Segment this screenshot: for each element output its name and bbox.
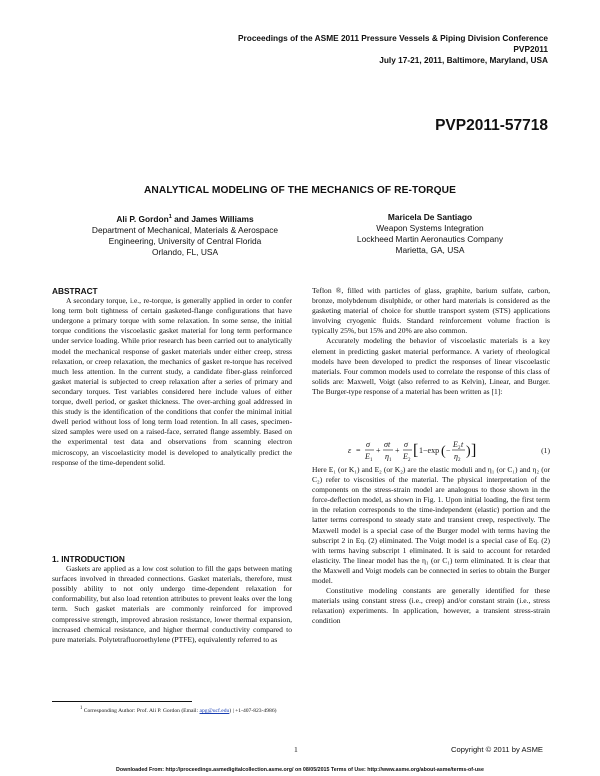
constitutive-paragraph: Constitutive modeling constants are generally identified for these materials using constant stress (i.e., creep) and/or constant strain (i.e., stress relaxation) experiments. In application, however, a transient stress-strain condition xyxy=(312,586,550,626)
conference-name: Proceedings of the ASME 2011 Pressure Vessels & Piping Division Conference xyxy=(237,33,548,43)
paper-id: PVP2011-57718 xyxy=(435,117,548,134)
equation-1 xyxy=(312,436,550,464)
svg-text:σ: σ xyxy=(366,440,370,449)
footnote-text: Corresponding Author: Prof. Ali P. Gordon (Email: xyxy=(83,707,200,714)
svg-text:1: 1 xyxy=(389,458,392,463)
svg-text:t: t xyxy=(461,440,464,449)
author-name-primary: Ali P. Gordon xyxy=(116,213,169,224)
svg-text:σt: σt xyxy=(384,440,391,449)
author-org: Weapon Systems Integration xyxy=(376,223,484,233)
svg-text:η: η xyxy=(385,452,389,461)
author-email-link[interactable]: apg@ucf.edu xyxy=(199,707,230,714)
svg-text:1−exp: 1−exp xyxy=(419,446,440,455)
footnote-sup: 1 xyxy=(80,706,83,711)
author-org-2: Lockheed Martin Aeronautics Company xyxy=(356,234,504,244)
conference-dates: July 17-21, 2011, Baltimore, Maryland, USA xyxy=(379,55,548,65)
right-column-top xyxy=(312,286,550,397)
introduction-body: Gaskets are applied as a low cost solution to fill the gaps between mating surfaces involved in threaded connections. Gasket materials, therefore, must possibly ability to not only undergo time-dependent relaxation for conformability, but also load retention attributes to prevent leaks over the long term. Such gasket materials are commonly reinforced for improved compressive strength, improved abrasion resistance, lower thermal expansion, increased chemical resistance, and higher thermal conductivity compared to pure materials. Polytetrafluoroethylene (PTFE), equivalently referred to as xyxy=(52,564,292,644)
svg-text:[: [ xyxy=(413,442,419,459)
author-names xyxy=(62,212,308,225)
conference-header xyxy=(238,33,548,66)
svg-text:+: + xyxy=(395,446,400,455)
svg-text:2: 2 xyxy=(408,458,411,463)
download-notice: Downloaded From: http://proceedings.asmedigitalcollection.asme.org/ on 08/05/2015 Terms of Use: http://www.asme.org/about-asme/terms-of-use xyxy=(116,767,484,773)
footnote xyxy=(80,706,277,714)
author-name: Maricela De Santiago xyxy=(387,212,473,222)
svg-text:(: ( xyxy=(441,444,446,459)
svg-text:1: 1 xyxy=(370,458,373,463)
svg-text:=: = xyxy=(356,446,361,455)
author-block-left xyxy=(62,212,308,258)
moduli-paragraph: Here E₁ (or K₁) and E₂ (or K₂) are the elastic moduli and η₁ (or C₁) and η₂ (or C₂) refer to viscosities of the material. The physical interpretation of the components on the stress-strain model are analogous to those shown in the force-deflection model, as shown in Fig. 1. Upon initial loading, the first term in the relation corresponds to the time-independent (elastic) portion and the latter terms correspond to steady state and transient creep, respectively. The Maxwell model is a special case of the Burger model with terms having the subscript 2 in Eq. (2) eliminated. The Voigt model is a special case of Eq. (2) with terms having subscript 1 eliminated. It is said to account for retarded elasticity. The linear model has the η₁ (or C₁) term eliminated. It is clear that the Maxwell and Voigt models can be connected in series to obtain the Burger model. xyxy=(312,465,550,586)
teflon-paragraph: Teflon ®, filled with particles of glass, graphite, barium sulfate, carbon, bronze, molybdenum disulphide, or other hard materials is considered as the gasketing material of choice for shuttle transport system (STS) applications involving cryogenic fluids. Standard reinforcement volume fraction is typically 25%, but 15% and 20% are also common. xyxy=(312,286,550,336)
paper-title: ANALYTICAL MODELING OF THE MECHANICS OF RE-TORQUE xyxy=(143,185,457,196)
author-block-right xyxy=(318,212,542,256)
svg-text:E: E xyxy=(453,440,458,449)
author-dept: Department of Mechanical, Materials & Aerospace xyxy=(91,224,279,235)
intro-section xyxy=(52,554,292,645)
author-city: Marietta, GA, USA xyxy=(395,245,465,255)
svg-text:−: − xyxy=(446,446,451,455)
left-column xyxy=(52,286,292,468)
svg-text:2: 2 xyxy=(458,446,461,451)
svg-text:η: η xyxy=(454,452,458,461)
copyright: Copyright © 2011 by ASME xyxy=(451,745,543,754)
page-number: 1 xyxy=(294,745,298,754)
author-dept-2: Engineering, University of Central Florida xyxy=(108,235,262,246)
conference-code: PVP2011 xyxy=(513,44,548,54)
svg-text:): ) xyxy=(466,444,471,459)
svg-text:ε: ε xyxy=(348,446,352,455)
equation-number: (1) xyxy=(541,446,550,455)
svg-text:+: + xyxy=(376,446,381,455)
modeling-paragraph: Accurately modeling the behavior of viscoelastic materials is a key element in predicting gasket material performance. A variety of rheological models have been developed to predict the responses of linear viscoelastic materials. Four common models used to correlate the response of this class of solids are: Maxwell, Voigt (also referred to as Kelvin), Linear, and Burger. The Burger-type response of a material has been written as [1]: xyxy=(312,336,550,396)
footnote-phone: ) | +1-407-823-4986) xyxy=(229,707,277,714)
svg-text:2: 2 xyxy=(458,458,461,463)
abstract-heading: ABSTRACT xyxy=(52,286,98,296)
right-column-bottom xyxy=(312,465,550,627)
svg-text:E: E xyxy=(365,452,370,461)
author-name-secondary: and James Williams xyxy=(171,213,254,224)
svg-text:σ: σ xyxy=(404,440,408,449)
svg-text:E: E xyxy=(403,452,408,461)
footnote-rule xyxy=(52,701,192,702)
burger-equation xyxy=(312,436,550,464)
introduction-heading: 1. INTRODUCTION xyxy=(52,554,125,564)
footnote-marker: 1 xyxy=(168,214,172,220)
abstract-body: A secondary torque, i.e., re-torque, is generally applied in order to confer long term bolt tightness of certain gasketed-flange configurations that have undergone a primary torque with some relaxation. In some sense, the initial torque conditions the viscoelastic gasket material for long term performance under service loading. While prior research has been carried out to analytically model the mechanical response of gasket materials under either creep, stress relaxation, or creep relaxation, the mechanics of gasket re-torque has received much less attention. In the current study, a candidate fiber-glass reinforced gasket material is subjected to creep relaxation after a series of primary and secondary torques. Test variables considered here include values of either torque, dwell period, or gasket thickness. The over-arching goal addressed in this study is the identification of the conditions that confer the minimal initial dwell period without loss of long term load retention. In all cases, specimen-sized samples were used on a raised-face, serrated flange assembly. Based on the experimental test data and observations from scanning electron microscopy, an viscoelasticity model is developed to analytically predict the response of the time-dependent solid. xyxy=(52,296,292,467)
svg-text:]: ] xyxy=(471,442,477,459)
author-city: Orlando, FL, USA xyxy=(151,246,219,257)
